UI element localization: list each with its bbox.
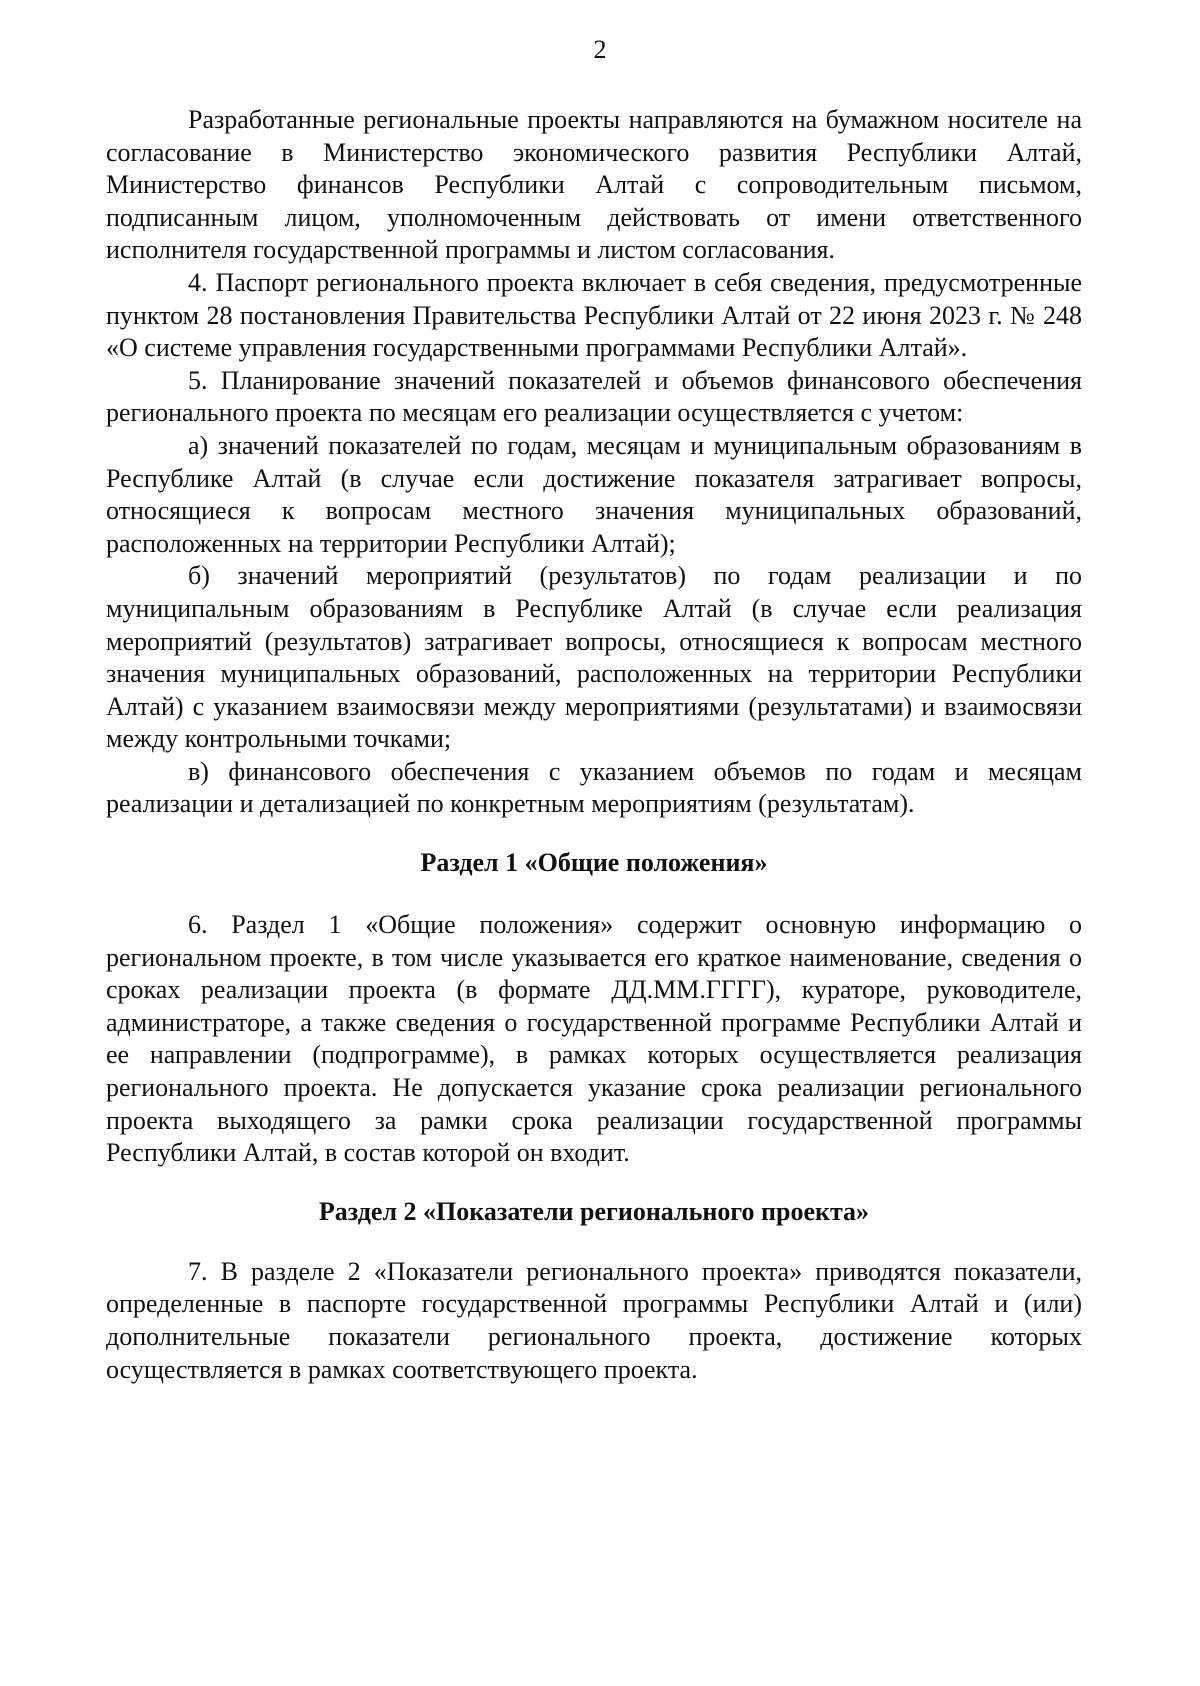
paragraph-6-general: 6. Раздел 1 «Общие положения» содержит основную информацию о региональном проекте, в том числе указывается его краткое наименование, сведения о сроках реализации проекта (в формате ДД.ММ.ГГГГ), кураторе, руководителе, администраторе, а также сведения о государственной программе Республики Алтай и ее направлении (подпрограмме), в рамках которых осуществляется реализация регионального проекта. Не допускается указание срока реализации регионального проекта выходящего за рамки срока реализации государственной программы Республики Алтай, в состав которой он входит. (106, 910, 1082, 1168)
paragraph-5a: а) значений показателей по годам, месяцам и муниципальным образованиям в Республике Алтай (в случае если достижение показателя затрагивает вопросы, относящиеся к вопросам местного значения муниципальных образований, расположенных на территории Республики Алтай); (106, 430, 1082, 558)
page-number: 2 (593, 35, 607, 64)
paragraph-approval: Разработанные региональные проекты направляются на бумажном носителе на согласование в Министерство экономического развития Республики Алтай, Министерство финансов Республики Алтай с сопроводительным письмом, подписанным лицом, уполномоченным действовать от имени ответственного исполнителя государственной программы и листом согласования. (106, 105, 1082, 265)
paragraph-7-indicators: 7. В разделе 2 «Показатели регионального проекта» приводятся показатели, определенные в паспорте государственной программы Республики Алтай и (или) дополнительные показатели регионального проекта, достижение которых осуществляется в рамках соответствующего проекта. (106, 1256, 1082, 1384)
paragraph-5v: в) финансового обеспечения с указанием объемов по годам и месяцам реализации и детализацией по конкретным мероприятиям (результатам). (106, 756, 1082, 819)
section-2-heading: Раздел 2 «Показатели регионального проекта» (318, 1196, 870, 1226)
paragraph-5-planning: 5. Планирование значений показателей и объемов финансового обеспечения регионального проекта по месяцам его реализации осуществляется с учетом: (106, 365, 1082, 428)
section-1-heading: Раздел 1 «Общие положения» (420, 848, 768, 878)
paragraph-5b: б) значений мероприятий (результатов) по годам реализации и по муниципальным образованиям в Республике Алтай (в случае если реализация мероприятий (результатов) затрагивает вопросы, относящиеся к вопросам местного значения муниципальных образований, расположенных на территории Республики Алтай) с указанием взаимосвязи между мероприятиями (результатами) и взаимосвязи между контрольными точками; (106, 561, 1082, 754)
document-body (106, 104, 1082, 1386)
paragraph-4-passport: 4. Паспорт регионального проекта включает в себя сведения, предусмотренные пунктом 28 постановления Правительства Республики Алтай от 22 июня 2023 г. № 248 «О системе управления государственными программами Республики Алтай». (106, 267, 1082, 363)
